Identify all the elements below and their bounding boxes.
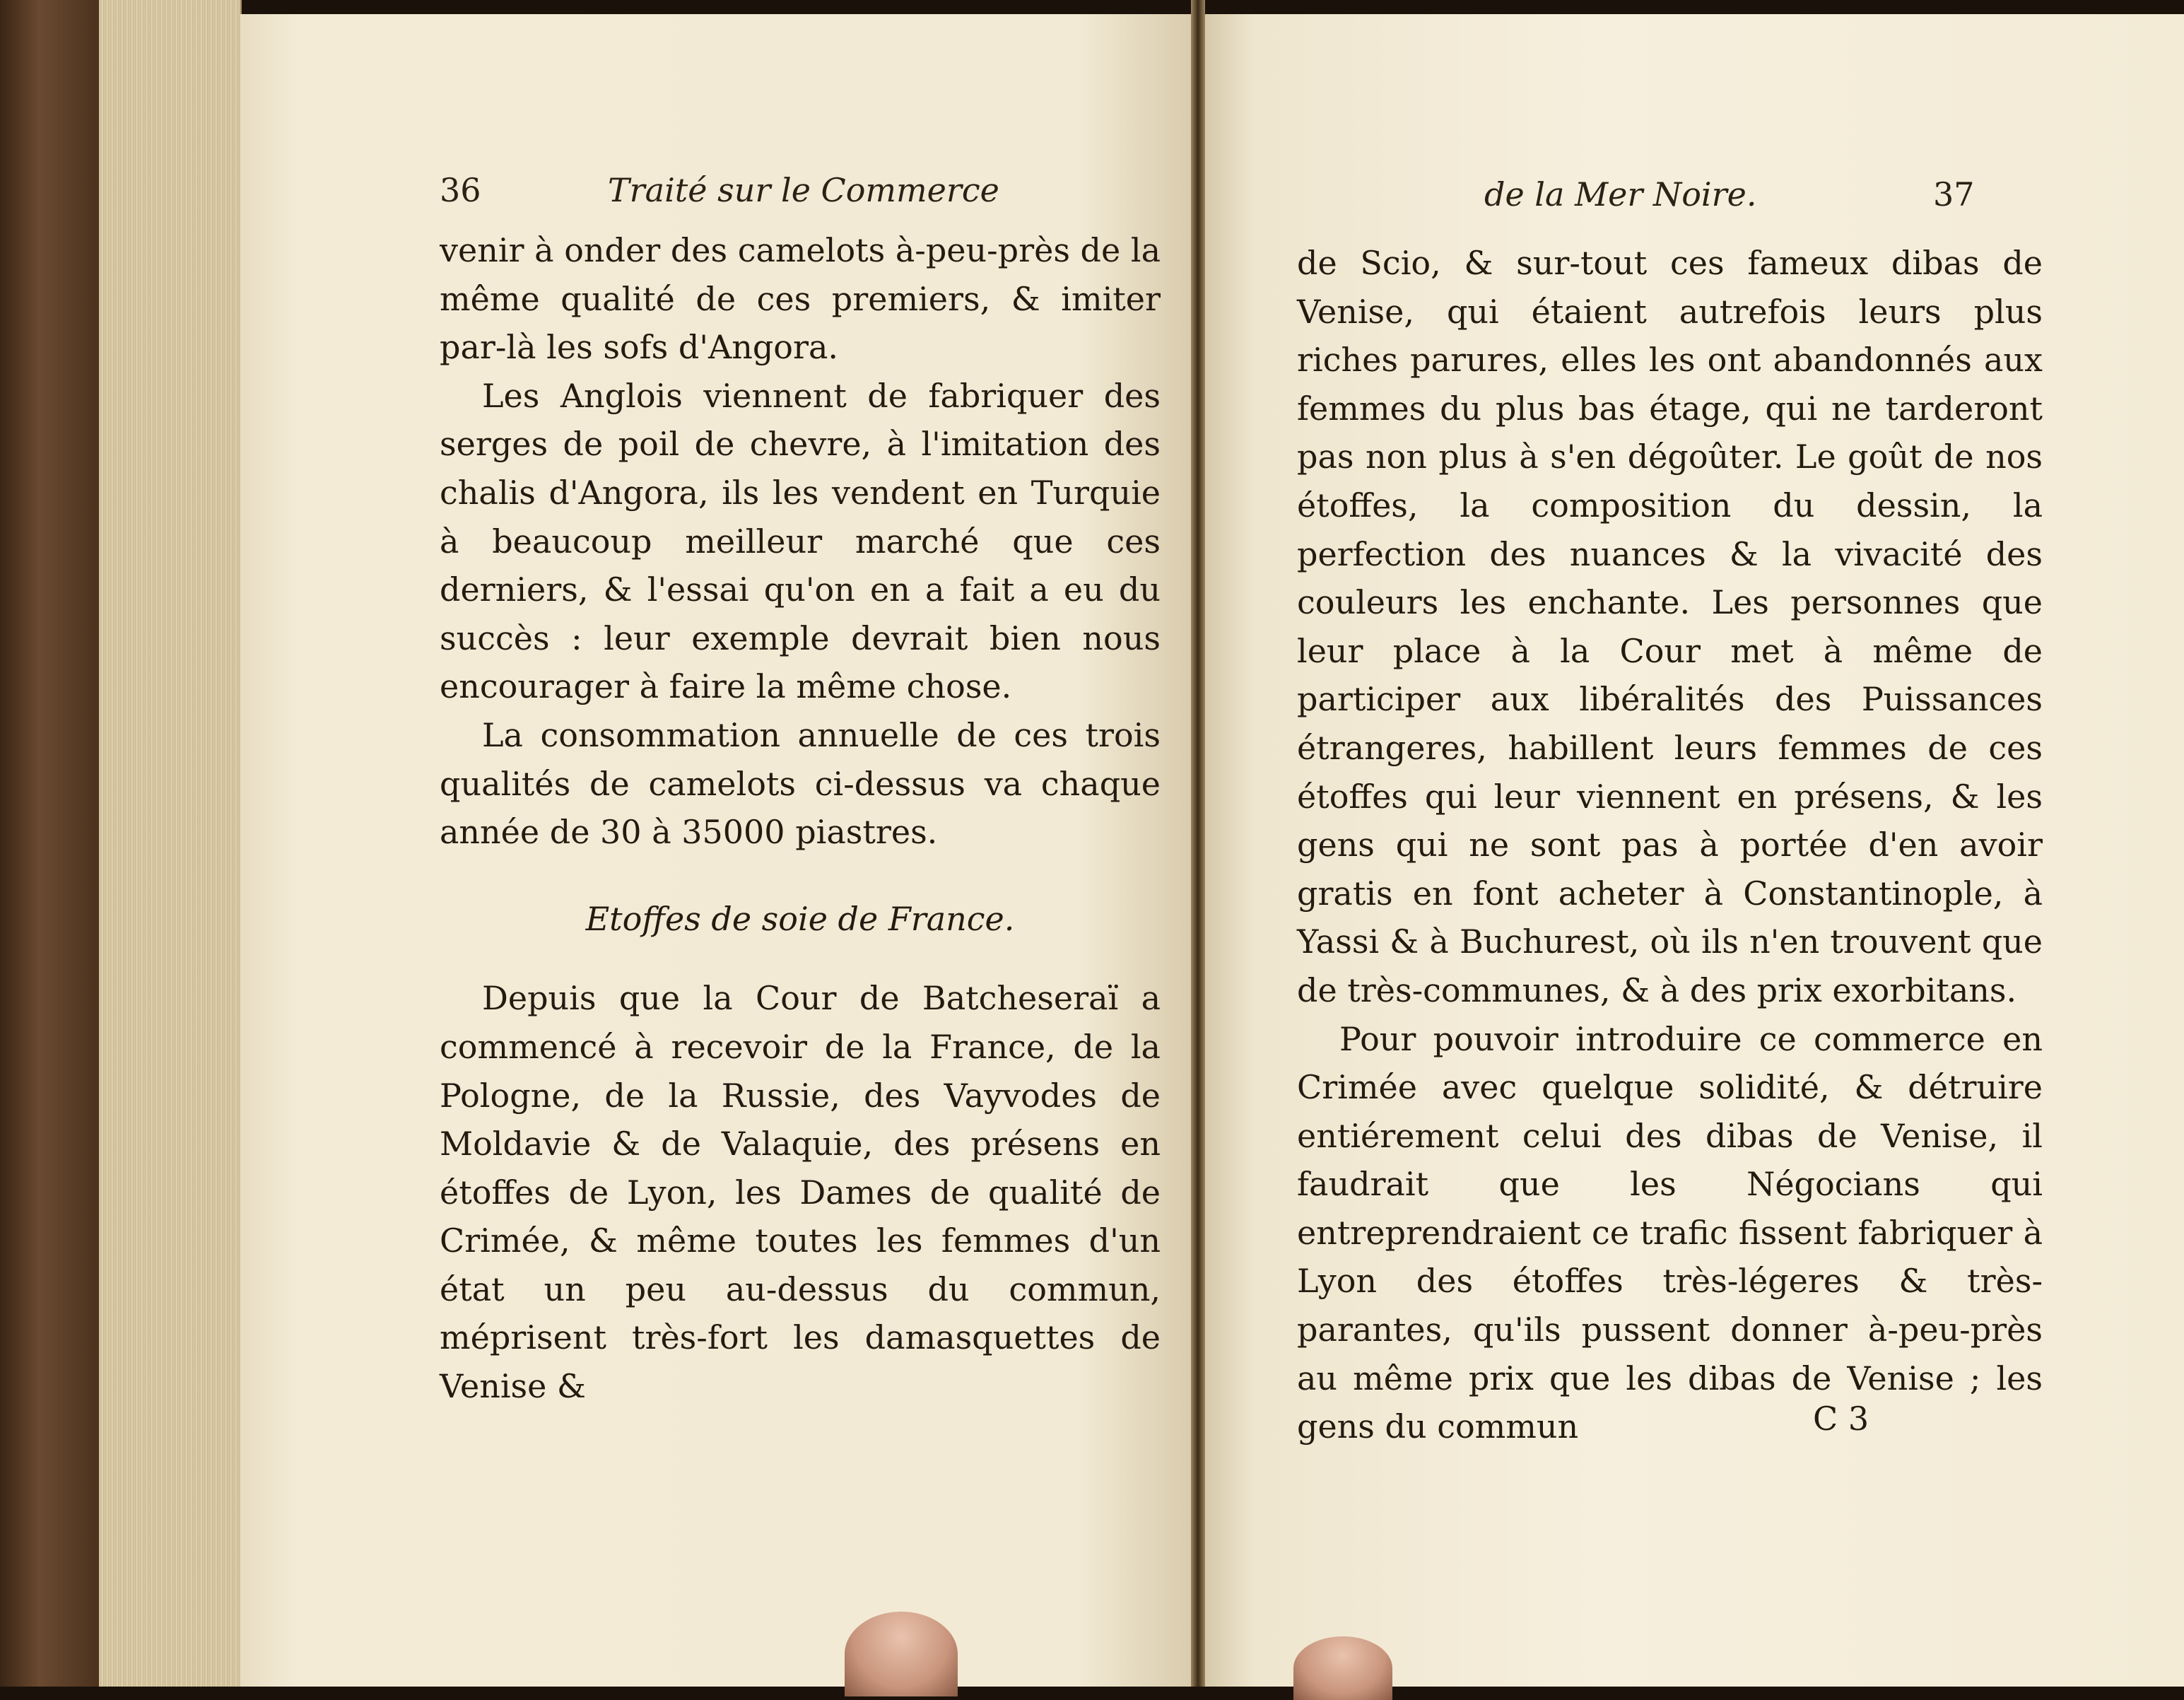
paragraph: Pour pouvoir introduire ce commerce en Crimée avec quelque solidité, & détruire entiérement celui des dibas de Venise, il faudrait que les Négocians qui entreprendraient ce trafic fissent fabriquer à Lyon des étoffes très-légeres & très-parantes, qu'ils pussent donner à-peu-près au même prix que les dibas de Venise ; les gens du commun — [1297, 1019, 2043, 1446]
page-number-left: 36 — [440, 171, 481, 209]
paragraph: La consommation annuelle de ces trois qualités de camelots ci-dessus va chaque année de 30 à 35000 piastres. — [440, 715, 1161, 852]
paragraph: venir à onder des camelots à-peu-près de la même qualité de ces premiers, & imiter par-là les sofs d'Angora. — [440, 231, 1161, 367]
page-edges — [99, 0, 242, 1687]
paragraph: de Scio, & sur-tout ces fameux dibas de Venise, qui étaient autrefois leurs plus riches parures, elles les ont abandonnés aux femmes du plus bas étage, qui ne tarderont pas non plus à s'en dégoûter. Le goût de nos étoffes, la composition du dessin, la perfection des nuances & la vivacité des couleurs les enchante. Les personnes que leur place à la Cour met à même de participer aux libéralités des Puissances étrangeres, habillent leurs femmes de ces étoffes qui leur viennent en présens, & les gens qui ne sont pas à portée d'en avoir gratis en font acheter à Constantinople, à Yassi & à Buchurest, où ils n'en trouvent que de très-communes, & à des prix exorbitans. — [1297, 244, 2043, 1009]
running-head-left: Traité sur le Commerce — [608, 171, 999, 209]
left-text-block — [440, 226, 1161, 1411]
right-text-block — [1297, 239, 2043, 1451]
thumb-right — [1293, 1636, 1392, 1700]
left-page — [240, 14, 1191, 1687]
section-heading: Etoffes de soie de France. — [585, 899, 1015, 938]
paragraph: Depuis que la Cour de Batcheseraï a commencé à recevoir de la France, de la Pologne, de la Russie, des Vayvodes de Moldavie & de Valaquie, des présens en étoffes de Lyon, les Dames de qualité de Crimée, & même toutes les femmes d'un état un peu au-dessus du commun, méprisent très-fort les damasquettes de Venise & — [440, 979, 1161, 1406]
paragraph: Les Anglois viennent de fabriquer des serges de poil de chevre, à l'imitation des chalis d'Angora, ils les vendent en Turquie à beaucoup meilleur marché que ces derniers, & l'essai qu'on en a fait a eu du succès : leur exemple devrait bien nous encourager à faire la même chose. — [440, 376, 1161, 706]
book-cover-edge — [0, 0, 99, 1687]
book-gutter — [1191, 0, 1205, 1687]
page-number-right: 37 — [1933, 175, 1975, 213]
signature-mark: C 3 — [1813, 1400, 1869, 1438]
running-head-right: de la Mer Noire. — [1484, 175, 1757, 213]
thumb-left — [845, 1612, 958, 1696]
right-page — [1205, 14, 2184, 1687]
